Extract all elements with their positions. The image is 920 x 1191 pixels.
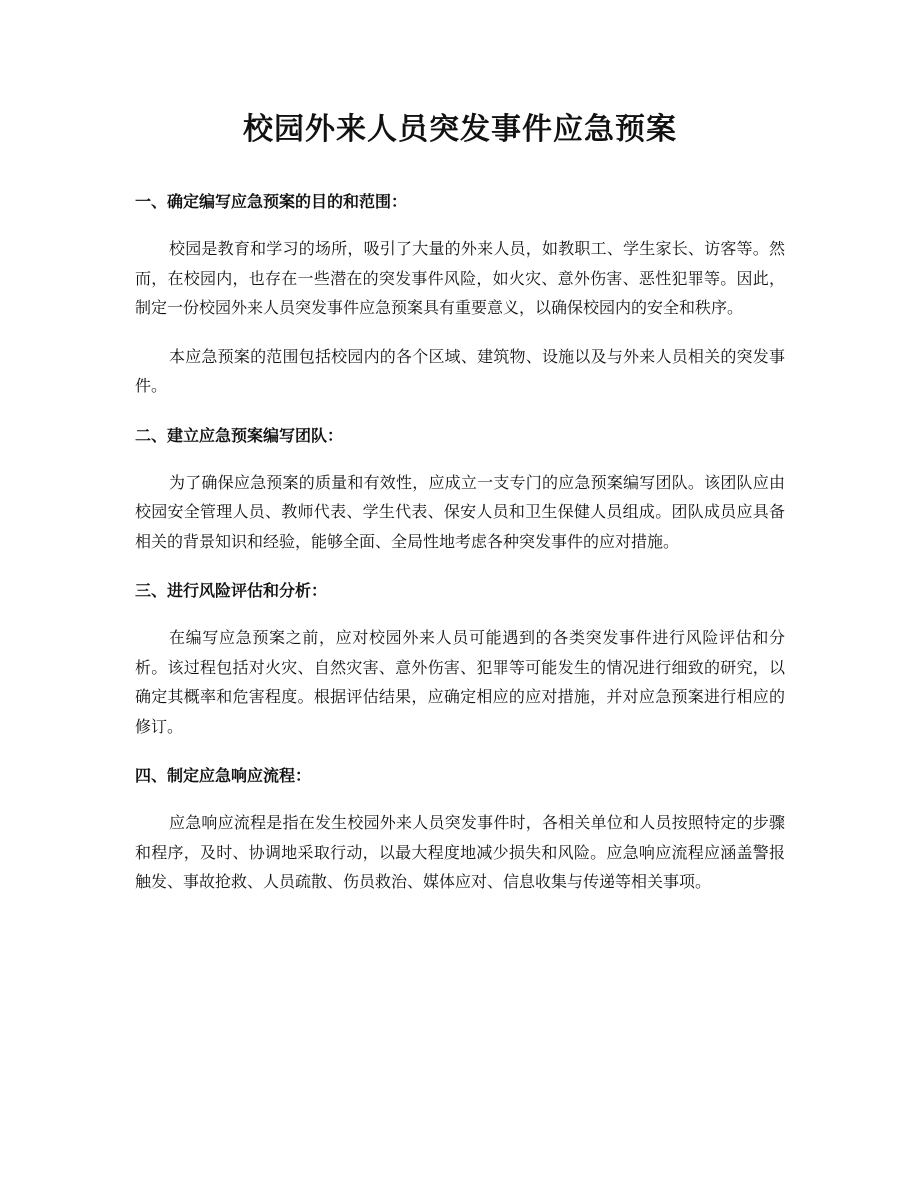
section-paragraph: 校园是教育和学习的场所，吸引了大量的外来人员，如教职工、学生家长、访客等。然而，在校园内，也存在一些潜在的突发事件风险，如火灾、意外伤害、恶性犯罪等。因此，制定一份校园外来人员突发事件应急预案具有重要意义，以确保校园内的安全和秩序。 — [135, 239, 785, 317]
section-risk-assessment — [135, 575, 785, 741]
section-heading: 一、确定编写应急预案的目的和范围： — [135, 192, 408, 211]
section-paragraph: 为了确保应急预案的质量和有效性，应成立一支专门的应急预案编写团队。该团队应由校园安全管理人员、教师代表、学生代表、保安人员和卫生保健人员组成。团队成员应具备相关的背景知识和经验，能够全面、全局性地考虑各种突发事件的应对措施。 — [135, 472, 785, 551]
section-purpose-scope — [135, 186, 785, 401]
section-response-process — [135, 760, 785, 897]
document-body — [135, 186, 785, 916]
document-title: 校园外来人员突发事件应急预案 — [243, 112, 677, 147]
section-paragraph: 应急响应流程是指在发生校园外来人员突发事件时，各相关单位和人员按照特定的步骤和程序，及时、协调地采取行动，以最大程度地减少损失和风险。应急响应流程应涵盖警报触发、事故抢救、人员疏散、伤员救治、媒体应对、信息收集与传递等相关事项。 — [135, 813, 785, 891]
section-heading: 二、建立应急预案编写团队： — [135, 425, 344, 445]
section-heading: 四、制定应急响应流程： — [135, 766, 312, 785]
section-paragraph: 在编写应急预案之前，应对校园外来人员可能遇到的各类突发事件进行风险评估和分析。该过程包括对火灾、自然灾害、意外伤害、犯罪等可能发生的情况进行细致的研究，以确定其概率和危害程度。根据评估结果，应确定相应的应对措施，并对应急预案进行相应的修订。 — [135, 628, 785, 736]
section-writing-team — [135, 420, 785, 557]
section-heading: 三、进行风险评估和分析： — [135, 581, 328, 600]
section-paragraph: 本应急预案的范围包括校园内的各个区域、建筑物、设施以及与外来人员相关的突发事件。 — [135, 346, 785, 395]
